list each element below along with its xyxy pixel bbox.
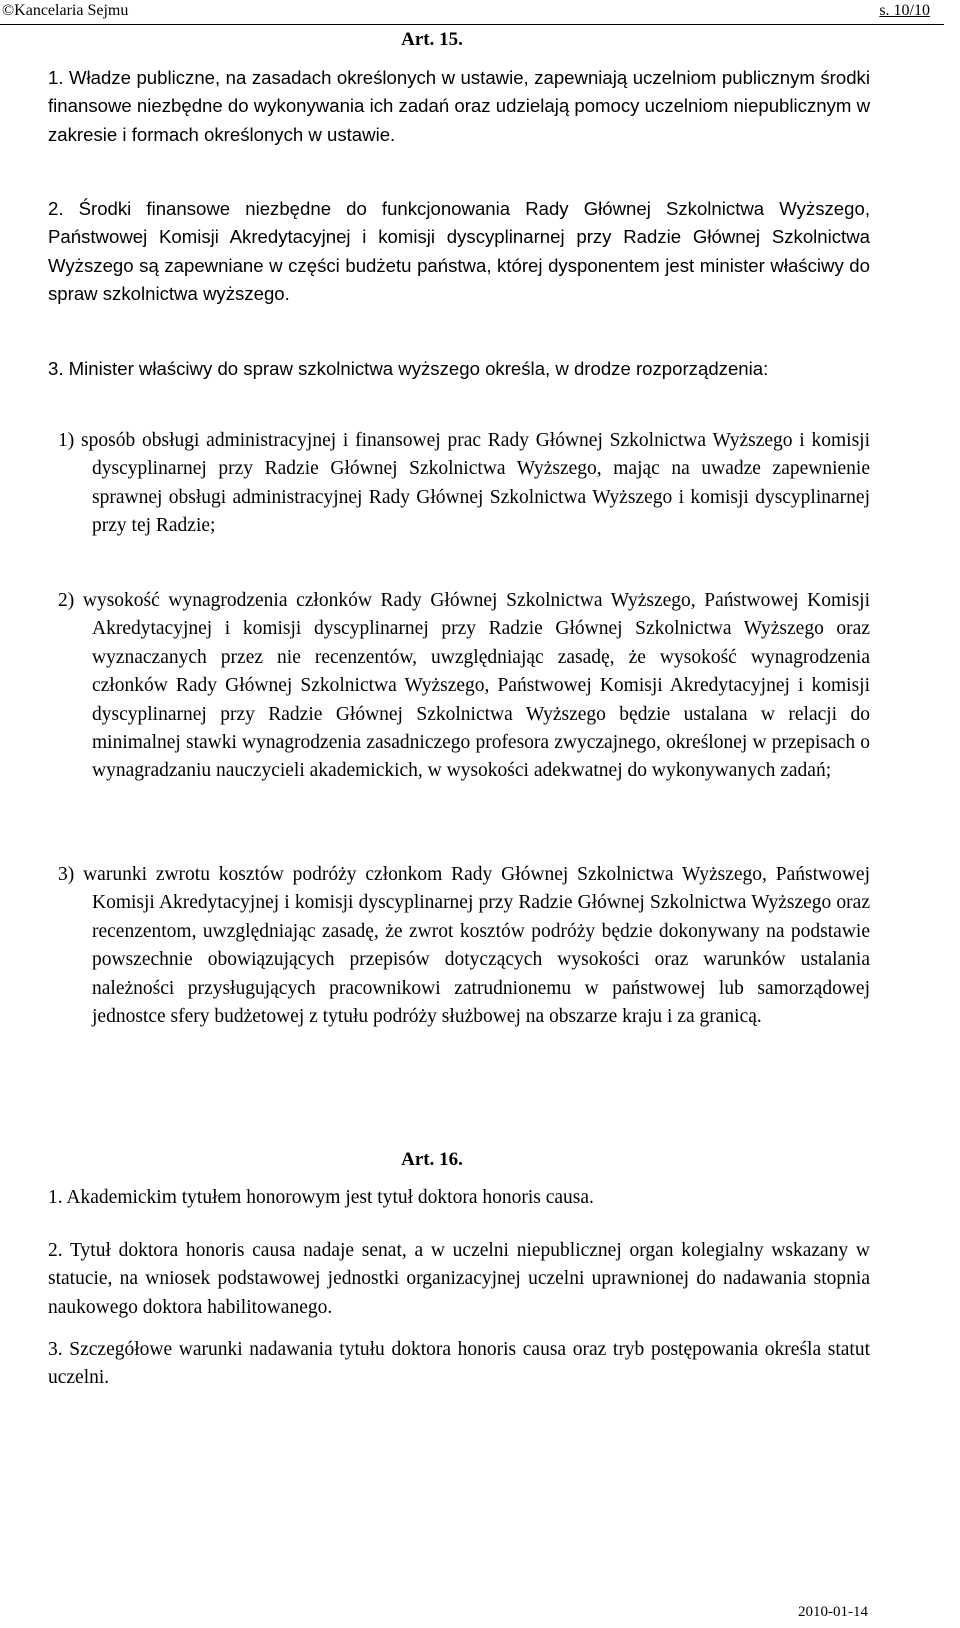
page-header <box>0 0 944 25</box>
article-15-title: Art. 15. <box>401 29 463 50</box>
article-16-paragraph-3: 3. Szczegółowe warunki nadawania tytułu doktora honoris causa oraz tryb postępowania określa statut uczelni. <box>48 1339 870 1389</box>
article-16-title: Art. 16. <box>401 1149 463 1170</box>
article-16-paragraph-1: 1. Akademickim tytułem honorowym jest tytuł doktora honoris causa. <box>48 1187 594 1208</box>
footer-date: 2010-01-14 <box>798 1604 868 1620</box>
article-15-list-item-3: 3) warunki zwrotu kosztów podróży członkom Rady Głównej Szkolnictwa Wyższego, Państwowej Komisji Akredytacyjnej i komisji dyscyplinarnej przy Radzie Głównej Szkolnictwa Wyższego oraz recenzentom, uwzględniając zasadę, że zwrot kosztów podróży będzie dokonywany na podstawie powszechnie obowiązujących przepisów dotyczących wysokości oraz warunków ustalania należności przysługujących pracownikowi zatrudnionemu w państwowej lub samorządowej jednostce sfery budżetowej z tytułu podróży służbowej na obszarze kraju i za granicą. <box>58 864 870 1028</box>
header-page-number: s. 10/10 <box>879 2 930 19</box>
article-15-list-item-1: 1) sposób obsługi administracyjnej i finansowej prac Rady Głównej Szkolnictwa Wyższego i komisji dyscyplinarnej przy Radzie Głównej Szkolnictwa Wyższego, mając na uwadze zapewnienie sprawnej obsługi administracyjnej Rady Głównej Szkolnictwa Wyższego i komisji dyscyplinarnej przy tej Radzie; <box>58 430 870 537</box>
article-15-paragraph-1: 1. Władze publiczne, na zasadach określonych w ustawie, zapewniają uczelniom publicznym środki finansowe niezbędne do wykonywania ich zadań oraz udzielają pomocy uczelniom niepublicznym w zakresie i formach określonych w ustawie. <box>48 67 870 145</box>
header-copyright: ©Kancelaria Sejmu <box>2 2 129 19</box>
article-15-list-item-2: 2) wysokość wynagrodzenia członków Rady Głównej Szkolnictwa Wyższego, Państwowej Komisji Akredytacyjnej i komisji dyscyplinarnej przy Radzie Głównej Szkolnictwa Wyższego oraz wyznaczanych przez nie recenzentów, uwzględniając zasadę, że wysokość wynagrodzenia członków Rady Głównej Szkolnictwa Wyższego, Państwowej Komisji Akredytacyjnej i komisji dyscyplinarnej przy Radzie Głównej Szkolnictwa Wyższego będzie ustalana w relacji do minimalnej stawki wynagrodzenia zasadniczego profesora zwyczajnego, określonej w przepisach o wynagradzaniu nauczycieli akademickich, w wysokości adekwatnej do wykonywanych zadań; <box>58 590 870 782</box>
article-15-paragraph-2: 2. Środki finansowe niezbędne do funkcjonowania Rady Głównej Szkolnictwa Wyższego, Państwowej Komisji Akredytacyjnej i komisji dyscyplinarnej przy Radzie Głównej Szkolnictwa Wyższego są zapewniane w części budżetu państwa, której dysponentem jest minister właściwy do spraw szkolnictwa wyższego. <box>48 198 870 305</box>
article-16-paragraph-2: 2. Tytuł doktora honoris causa nadaje senat, a w uczelni niepublicznej organ kolegialny wskazany w statucie, na wniosek podstawowej jednostki organizacyjnej uczelni uprawnionej do nadawania stopnia naukowego doktora habilitowanego. <box>48 1240 870 1318</box>
article-15-paragraph-3: 3. Minister właściwy do spraw szkolnictwa wyższego określa, w drodze rozporządzenia: <box>48 358 769 379</box>
